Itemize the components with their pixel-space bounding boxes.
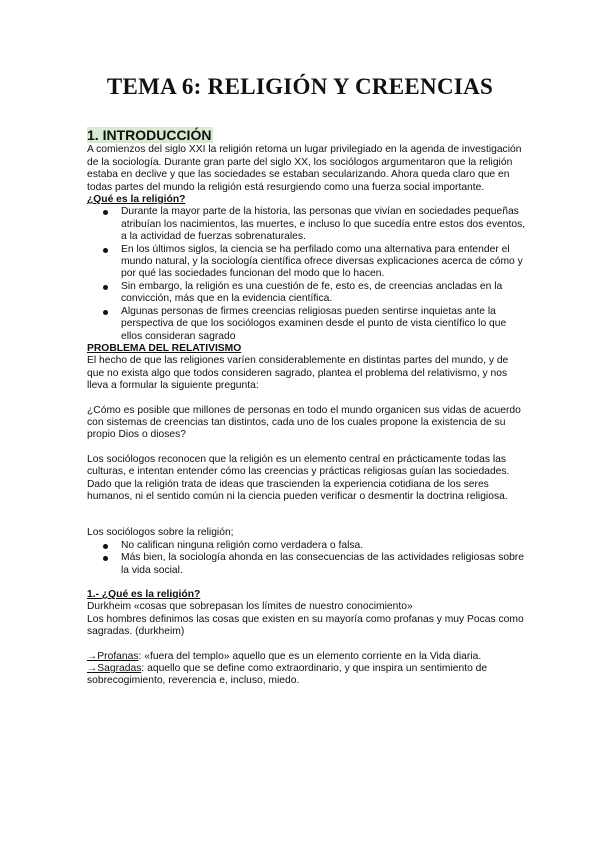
profanas-text: : «fuera del templo» aquello que es un elemento corriente en la Vida diaria.: [138, 650, 482, 662]
section-heading-introduccion: 1. INTRODUCCIÓN: [87, 127, 212, 143]
profanas-definition: [87, 651, 527, 663]
list-item: Durante la mayor parte de la historia, las personas que vivían en sociedades pequeñas atribuían los nacimientos, las muertes, e incluso lo que sucedía entre estos dos eventos, a la actividad de fuerzas sobrenaturales.: [121, 206, 526, 243]
page-title: TEMA 6: RELIGIÓN Y CREENCIAS: [106, 74, 494, 99]
relativism-paragraph-2: Los sociólogos reconocen que la religión es un elemento central en prácticamente todas las culturas, e intentan entender cómo las creencias y prácticas religiosas guían las sociedades. Dado que la religión trata de ideas que trascienden la experiencia cotidiana de los seres humanos, ni el sentido común ni la ciencia pueden verificar o desmentir la doctrina religiosa.: [87, 453, 510, 502]
relativism-question: ¿Cómo es posible que millones de personas en todo el mundo organicen sus vidas de acuerdo con sistemas de creencias tan distintos, cada uno de los cuales propone la existencia de su propio Dios o dioses?: [87, 404, 521, 441]
list-item: Algunas personas de firmes creencias religiosas pueden sentirse inquietas ante la perspectiva de que los sociólogos examinen desde el punto de vista científico lo que ellos consideran sagrado: [121, 306, 527, 343]
list-item: Más bien, la sociología ahonda en las consecuencias de las actividades religiosas sobre la vida social.: [121, 552, 527, 577]
religion-bullet-list: [87, 206, 527, 342]
subheading-que-es-religion: ¿Qué es la religión?: [87, 194, 186, 206]
profanas-term: →Profanas: [87, 650, 139, 662]
subheading-1-que-es-religion: 1.- ¿Qué es la religión?: [87, 589, 201, 600]
intro-paragraph: A comienzos del siglo XXI la religión retoma un lugar privilegiado en la agenda de investigación de la sociología. Durante gran parte del siglo XX, los sociólogos argumentaron que la religión estaba en declive y que las sociedades se estaban secularizando. Ahora queda claro que en todas partes del mundo la religión está resurgiendo como una fuerza social importante.: [87, 144, 522, 193]
durkheim-quote: Durkheim «cosas que sobrepasan los límites de nuestro conocimiento»: [87, 601, 413, 613]
sagradas-term: →Sagradas: [87, 663, 142, 675]
list-item: No califican ninguna religión como verdadera o falsa.: [121, 540, 527, 552]
sagradas-text: : aquello que se define como extraordinario, y que inspira un sentimiento de sobrecogimiento, reverencia e, incluso, miedo.: [87, 663, 488, 687]
sociologists-lead: Los sociólogos sobre la religión;: [87, 527, 234, 539]
sociologists-bullet-list: [87, 540, 527, 577]
durkheim-definition: Los hombres definimos las cosas que existen en su mayoría como profanas y muy Pocas como sagradas. (durkheim): [87, 613, 524, 638]
relativism-paragraph-1: El hecho de que las religiones varíen considerablemente en distintas partes del mundo, y de que no exista algo que todos consideren sagrado, plantea el problema del relativismo, y nos lleva a formular la siguiente pregunta:: [87, 355, 509, 392]
list-item: Sin embargo, la religión es una cuestión de fe, esto es, de creencias ancladas en la convicción, más que en la evidencia científica.: [121, 281, 527, 306]
sagradas-definition: [87, 663, 527, 688]
list-item: En los últimos siglos, la ciencia se ha perfilado como una alternativa para entender el mundo natural, y la sociología científica ofrece diversas explicaciones acerca de cómo y por qué las sociedades funcionan del modo que lo hacen.: [121, 244, 527, 281]
subheading-relativismo: PROBLEMA DEL RELATIVISMO: [87, 342, 242, 354]
document-body: [87, 127, 527, 688]
